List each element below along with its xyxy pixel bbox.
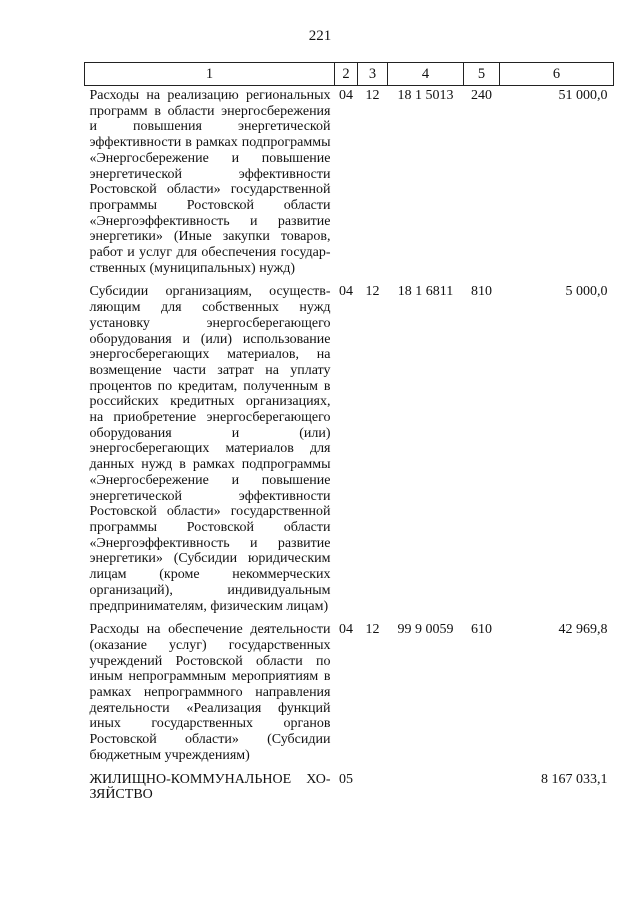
row-subsection-code: 12 bbox=[365, 284, 380, 300]
row-description: Расходы на реализацию региональных программ в области энергосбережения и повышения энергетической эффективности в рамках подпрограммы «Энергосбережение и повышение энергетической эффективности Ростовской области» государственной программы Ростовской области «Энергоэффективность и развитие энергетики» (Иные закупки товаров, работ и услуг для обеспечения государственных (муниципальных) нужд) bbox=[89, 88, 331, 276]
row-target-article-code: 99 9 0059 bbox=[397, 622, 454, 638]
column-header-1: 1 bbox=[85, 63, 335, 86]
table-row bbox=[85, 86, 614, 283]
row-amount: 51 000,0 bbox=[558, 88, 608, 103]
row-amount: 5 000,0 bbox=[565, 284, 608, 300]
row-description: Расходы на обеспечение деятельности (оказание услуг) государственных учреждений Ростовской области по иным непрограммным мероприятиям в рамках непрограммного направления деятельности «Реализация функций иных государственных органов Ростовской области» (Субсидии бюджетным учреждениям) bbox=[89, 622, 331, 763]
row-expense-type-code: 610 bbox=[471, 622, 492, 638]
row-target-article-code bbox=[388, 770, 464, 809]
budget-table bbox=[84, 62, 614, 809]
column-header-6: 6 bbox=[500, 63, 614, 86]
row-section-code: 05 bbox=[339, 771, 353, 787]
table-header bbox=[85, 63, 614, 86]
header-row bbox=[85, 63, 614, 86]
row-description: ЖИЛИЩНО-КОММУНАЛЬНОЕ ХОЗЯЙСТВО bbox=[89, 771, 331, 803]
page-number: 221 bbox=[308, 28, 332, 44]
column-header-4: 4 bbox=[388, 63, 464, 86]
row-subsection-code: 12 bbox=[365, 88, 380, 103]
row-amount: 8 167 033,1 bbox=[541, 771, 608, 787]
row-section-code: 04 bbox=[339, 284, 353, 300]
table-body bbox=[85, 86, 614, 809]
row-description: Субсидии организациям, осуществляющим для собственных нужд установку энергосберегающего оборудования и (или) использование энергосберегающих материалов, на возмещение части затрат на уплату процентов по кредитам, полученным в российских кредитных организациях, на приобретение энергосберегающего оборудования и (или) энергосберегающих материалов для данных нужд в рамках подпрограммы «Энергосбережение и повышение энергетической эффективности Ростовской области» государственной программы Ростовской области «Энергоэффективность и развитие энергетики» (Субсидии юридическим лицам (кроме некоммерческих организаций), индивидуальным предпринимателям, физическим лицам) bbox=[89, 284, 331, 614]
column-header-3: 3 bbox=[358, 63, 388, 86]
row-subsection-code: 12 bbox=[365, 622, 380, 638]
row-section-code: 04 bbox=[339, 88, 353, 103]
row-target-article-code: 18 1 6811 bbox=[397, 284, 454, 300]
table-row bbox=[85, 620, 614, 769]
row-expense-type-code: 810 bbox=[471, 284, 492, 300]
row-expense-type-code: 240 bbox=[471, 88, 492, 103]
table-row bbox=[85, 282, 614, 620]
row-target-article-code: 18 1 5013 bbox=[397, 88, 454, 103]
row-section-code: 04 bbox=[339, 622, 353, 638]
row-subsection-code bbox=[358, 770, 388, 809]
table-row bbox=[85, 770, 614, 809]
column-header-5: 5 bbox=[464, 63, 500, 86]
row-expense-type-code bbox=[464, 770, 500, 809]
column-header-2: 2 bbox=[335, 63, 358, 86]
row-amount: 42 969,8 bbox=[558, 622, 608, 638]
